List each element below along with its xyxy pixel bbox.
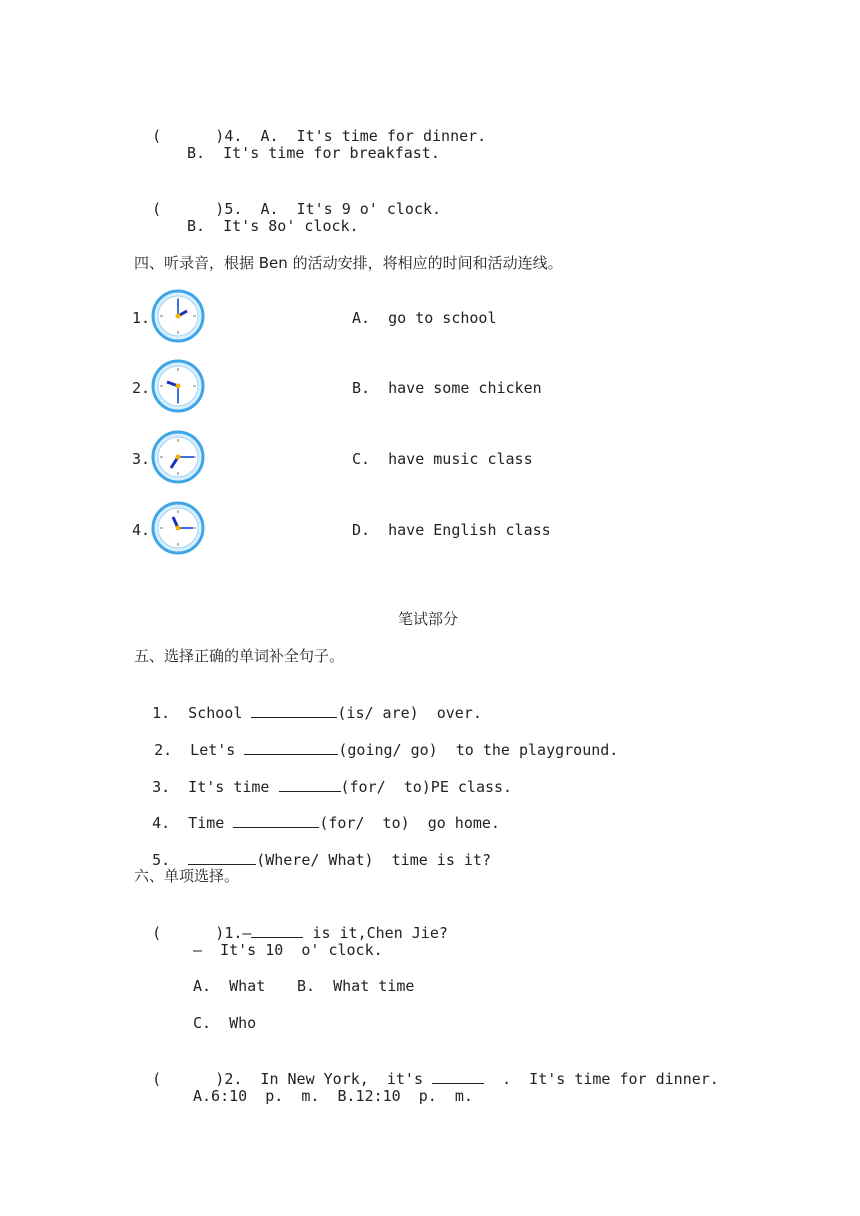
clock-icon xyxy=(151,289,205,343)
match-item-1-number: 1. xyxy=(132,309,151,327)
match-item-3-number: 3. xyxy=(132,450,151,468)
answer-blank xyxy=(233,813,319,828)
choice-question-1-option-a: A. What xyxy=(193,977,266,995)
fill-sentence-4: 4. Time (for/ to) go home. xyxy=(152,814,500,832)
clock-icon xyxy=(151,501,205,555)
choice-question-2-options: A.6:10 p. m. B.12:10 p. m. xyxy=(193,1087,473,1105)
answer-bracket: ( ) xyxy=(152,200,225,218)
answer-blank xyxy=(251,923,303,938)
answer-blank xyxy=(251,703,337,718)
match-item-4-number: 4. xyxy=(132,521,151,539)
answer-bracket: ( ) xyxy=(152,924,225,942)
fill-sentence-5: 5. (Where/ What) time is it? xyxy=(152,851,491,869)
fill-sentence-2: 2. Let's (going/ go) to the playground. xyxy=(154,741,619,759)
match-option-c: C. have music class xyxy=(352,450,533,468)
option-a: A. It's time for dinner. xyxy=(260,127,487,145)
question-5 xyxy=(134,179,441,219)
match-option-b: B. have some chicken xyxy=(352,379,542,397)
question-5-option-b: B. It's 8o' clock. xyxy=(187,217,359,235)
written-part-title: 笔试部分 xyxy=(398,610,459,628)
section-4-heading: 四、听录音，根据 Ben 的活动安排，将相应的时间和活动连线。 xyxy=(134,254,563,272)
answer-blank xyxy=(188,850,256,865)
question-4-option-b: B. It's time for breakfast. xyxy=(187,144,440,162)
question-number: 4. xyxy=(224,127,243,145)
fill-sentence-1: 1. School (is/ are) over. xyxy=(152,704,482,722)
section-6-heading: 六、单项选择。 xyxy=(134,867,240,885)
match-option-a: A. go to school xyxy=(352,309,497,327)
clock-icon xyxy=(151,430,205,484)
choice-question-2: ( )2. In New York, it's . It's time for dinner. xyxy=(152,1070,719,1088)
fill-sentence-3: 3. It's time (for/ to)PE class. xyxy=(152,778,513,796)
choice-question-1-option-c: C. Who xyxy=(193,1014,257,1032)
choice-question-1-option-b: B. What time xyxy=(297,977,415,995)
clock-icon xyxy=(151,359,205,413)
answer-blank xyxy=(432,1069,484,1084)
answer-bracket: ( ) xyxy=(152,1070,225,1088)
answer-bracket: ( ) xyxy=(152,127,225,145)
question-number: 5. xyxy=(224,200,243,218)
answer-blank xyxy=(279,777,341,792)
section-5-heading: 五、选择正确的单词补全句子。 xyxy=(134,647,345,665)
answer-blank xyxy=(244,740,338,755)
question-4 xyxy=(134,106,486,146)
match-option-d: D. have English class xyxy=(352,521,551,539)
choice-question-1-answer: — It's 10 o' clock. xyxy=(193,941,383,959)
match-item-2-number: 2. xyxy=(132,379,151,397)
option-a: A. It's 9 o' clock. xyxy=(260,200,442,218)
choice-question-1: ( )1.— is it,Chen Jie? xyxy=(152,924,448,942)
